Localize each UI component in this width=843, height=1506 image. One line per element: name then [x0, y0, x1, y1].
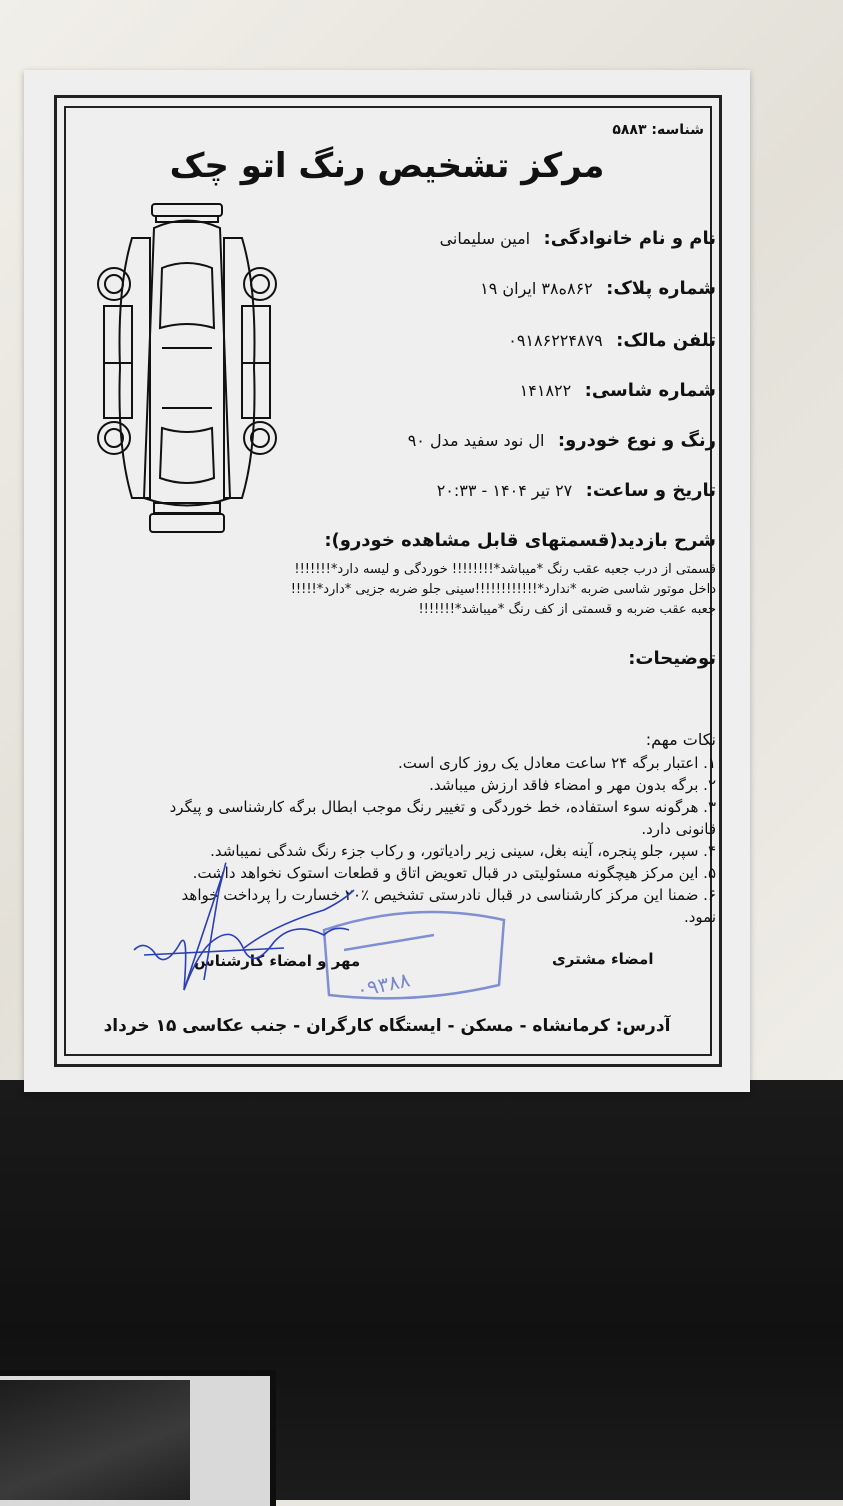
field-value: ۱۴۱۸۲۲	[519, 381, 572, 400]
customer-signature-label: امضاء مشتری	[552, 950, 654, 968]
expert-signature-label: مهر و امضاء کارشناس	[194, 952, 361, 970]
document-id: شناسه: ۵۸۸۳	[612, 122, 704, 138]
field-label: شماره شاسی:	[584, 380, 716, 401]
field-label: شماره پلاک:	[606, 278, 716, 299]
field-label: رنگ و نوع خودرو:	[557, 430, 716, 451]
note-line: ۵. این مرکز هیچگونه مسئولیتی در قبال تعویض اتاق و قطعات استوک نخواهد داشت.	[192, 864, 716, 882]
field-value: ۰۹۱۸۶۲۲۴۸۷۹	[508, 331, 603, 350]
field-label: تلفن مالک:	[616, 330, 716, 351]
note-line: ۲. برگه بدون مهر و امضاء فاقد ارزش میباشد.	[429, 776, 716, 794]
note-line: نمود.	[683, 908, 716, 926]
field-date-time	[437, 480, 716, 501]
background-window	[0, 1380, 190, 1500]
field-owner-name	[440, 228, 716, 249]
document-title: مرکز تشخیص رنگ اتو چک	[169, 146, 605, 186]
stamp-number: ۰۹۳۸۸	[354, 967, 413, 1003]
note-line: ۱. اعتبار برگه ۲۴ ساعت معادل یک روز کاری است.	[398, 754, 716, 772]
note-line: ۴. سپر، جلو پنجره، آینه بغل، سینی زیر رادیاتور، و رکاب جزء رنگ شدگی نمیباشد.	[210, 842, 716, 860]
notes-title: نکات مهم:	[645, 730, 716, 749]
remarks-title: توضیحات:	[628, 648, 716, 669]
inspection-line: جعبه عقب ضربه و قسمتی از کف رنگ *میباشد*!!!!!!!	[418, 602, 716, 617]
signature	[124, 830, 364, 1000]
field-value: امین سلیمانی	[439, 229, 531, 248]
field-label: تاریخ و ساعت:	[585, 480, 716, 501]
field-label: نام و نام خانوادگی:	[543, 228, 716, 249]
note-line: ۳. هرگونه سوء استفاده، خط خوردگی و تغییر رنگ موجب ابطال برگه کارشناسی و پیگرد	[169, 798, 716, 816]
note-line: ۶. ضمنا این مرکز کارشناسی در قبال نادرستی تشخیص ٪۲۰ خسارت را پرداخت خواهد	[181, 886, 716, 904]
field-chassis-number	[520, 380, 716, 401]
field-plate-number	[480, 278, 716, 299]
inspection-line: داخل موتور شاسی ضربه *ندارد*!!!!!!!!!!!!سینی جلو ضربه جزیی *دارد*!!!!!	[290, 582, 716, 597]
field-owner-phone	[508, 330, 716, 351]
field-value: ۸۶۲ه۳۸ ایران ۱۹	[480, 279, 593, 298]
inspection-title: شرح بازدید(قسمتهای قابل مشاهده خودرو):	[324, 530, 716, 551]
car-diagram	[92, 198, 282, 538]
address: آدرس: کرمانشاه - مسکن - ایستگاه کارگران - جنب عکاسی ۱۵ خرداد	[103, 1016, 671, 1036]
field-value: ال نود سفید مدل ۹۰	[407, 431, 545, 450]
field-vehicle-color-type	[408, 430, 716, 451]
field-value: ۲۷ تیر ۱۴۰۴ - ۲۰:۳۳	[436, 481, 573, 500]
inspection-sheet	[24, 70, 750, 1092]
note-line: قانونی دارد.	[641, 820, 716, 838]
inspection-line: قسمتی از درب جعبه عقب رنگ *میباشد*!!!!!!!! خوردگی و لیسه دارد*!!!!!!!	[294, 562, 716, 577]
